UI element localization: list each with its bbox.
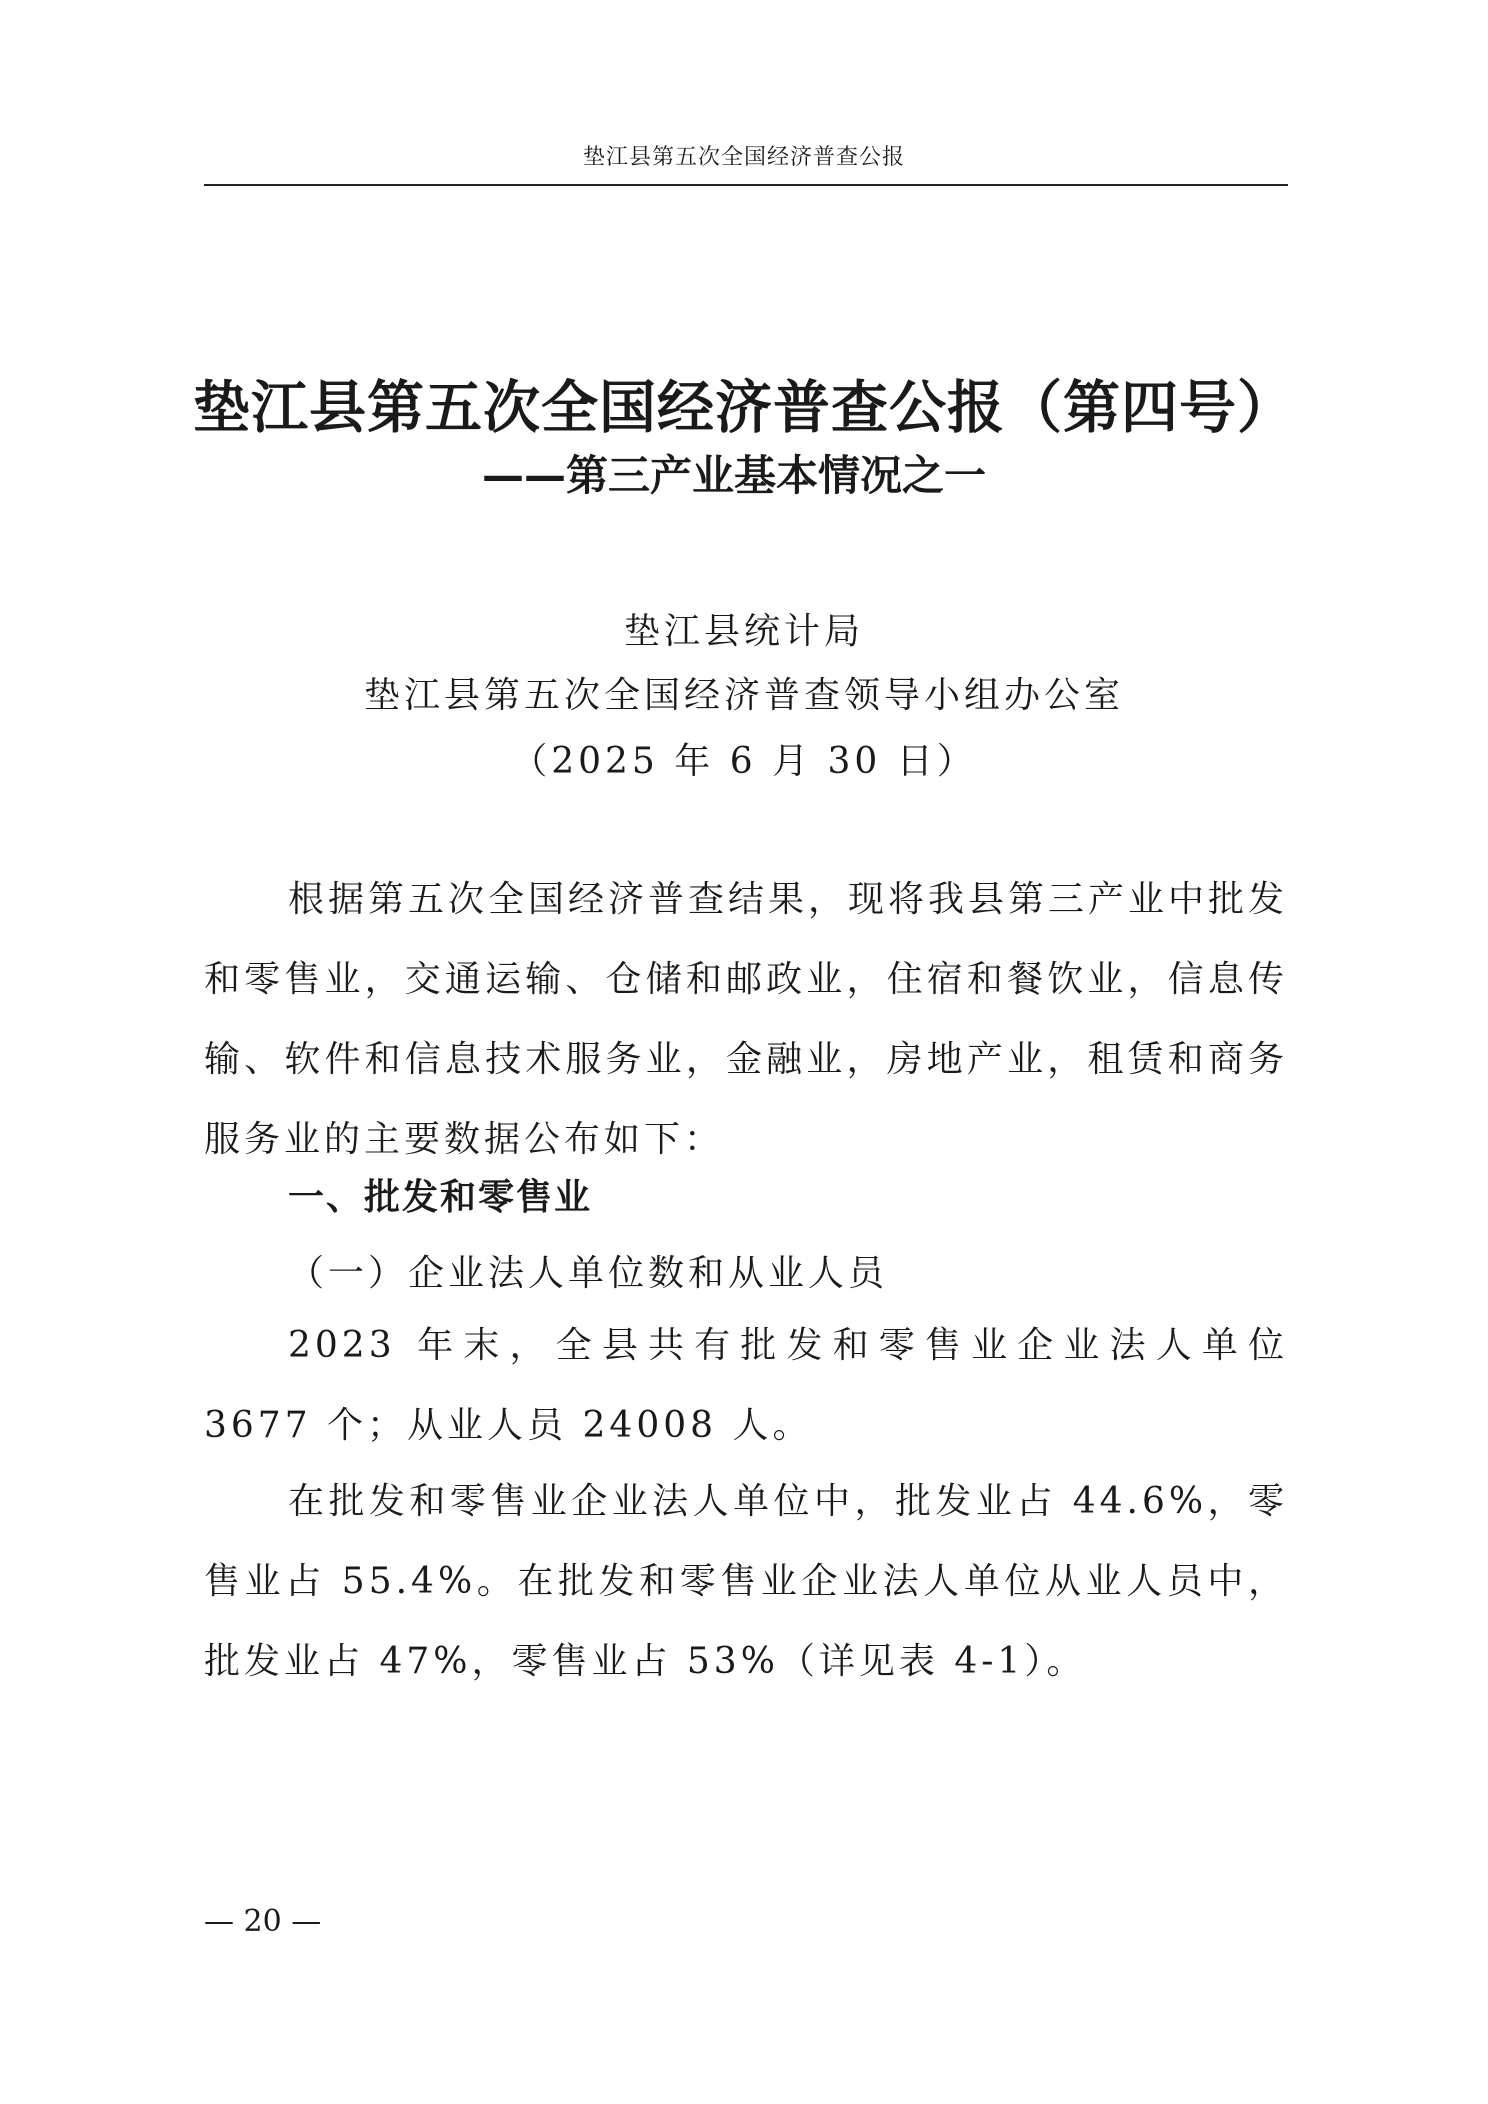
running-header: 垫江县第五次全国经济普查公报 [582, 145, 905, 170]
document-title: 垫江县第五次全国经济普查公报（第四号） [193, 375, 1295, 441]
subsection-heading: （一）企业法人单位数和从业人员 [288, 1253, 889, 1294]
issuer-statistics-bureau: 垫江县统计局 [623, 611, 864, 652]
shares-paragraph: 在批发和零售业企业法人单位中，批发业占 44.6%，零售业占 55.4%。在批发和零售业企业法人单位从业人员中，批发业占 47%，零售业占 53%（详见表 4-1）。 [204, 1481, 1288, 1682]
document-subtitle: ——第三产业基本情况之一 [482, 451, 987, 500]
units-paragraph: 2023 年末，全县共有批发和零售业企业法人单位 3677 个；从业人员 24008 人。 [204, 1325, 1288, 1446]
header-divider [204, 184, 1288, 186]
issuer-census-office: 垫江县第五次全国经济普查领导小组办公室 [363, 675, 1124, 716]
intro-paragraph: 根据第五次全国经济普查结果，现将我县第三产业中批发和零售业，交通运输、仓储和邮政业，住宿和餐饮业，信息传输、软件和信息技术服务业，金融业，房地产业，租赁和商务服务业的主要数据公布如下： [204, 879, 1289, 1160]
page-number: — 20 — [204, 1904, 322, 1939]
section-heading: 一、批发和零售业 [288, 1177, 593, 1218]
issue-date: （2025 年 6 月 30 日） [511, 741, 977, 782]
